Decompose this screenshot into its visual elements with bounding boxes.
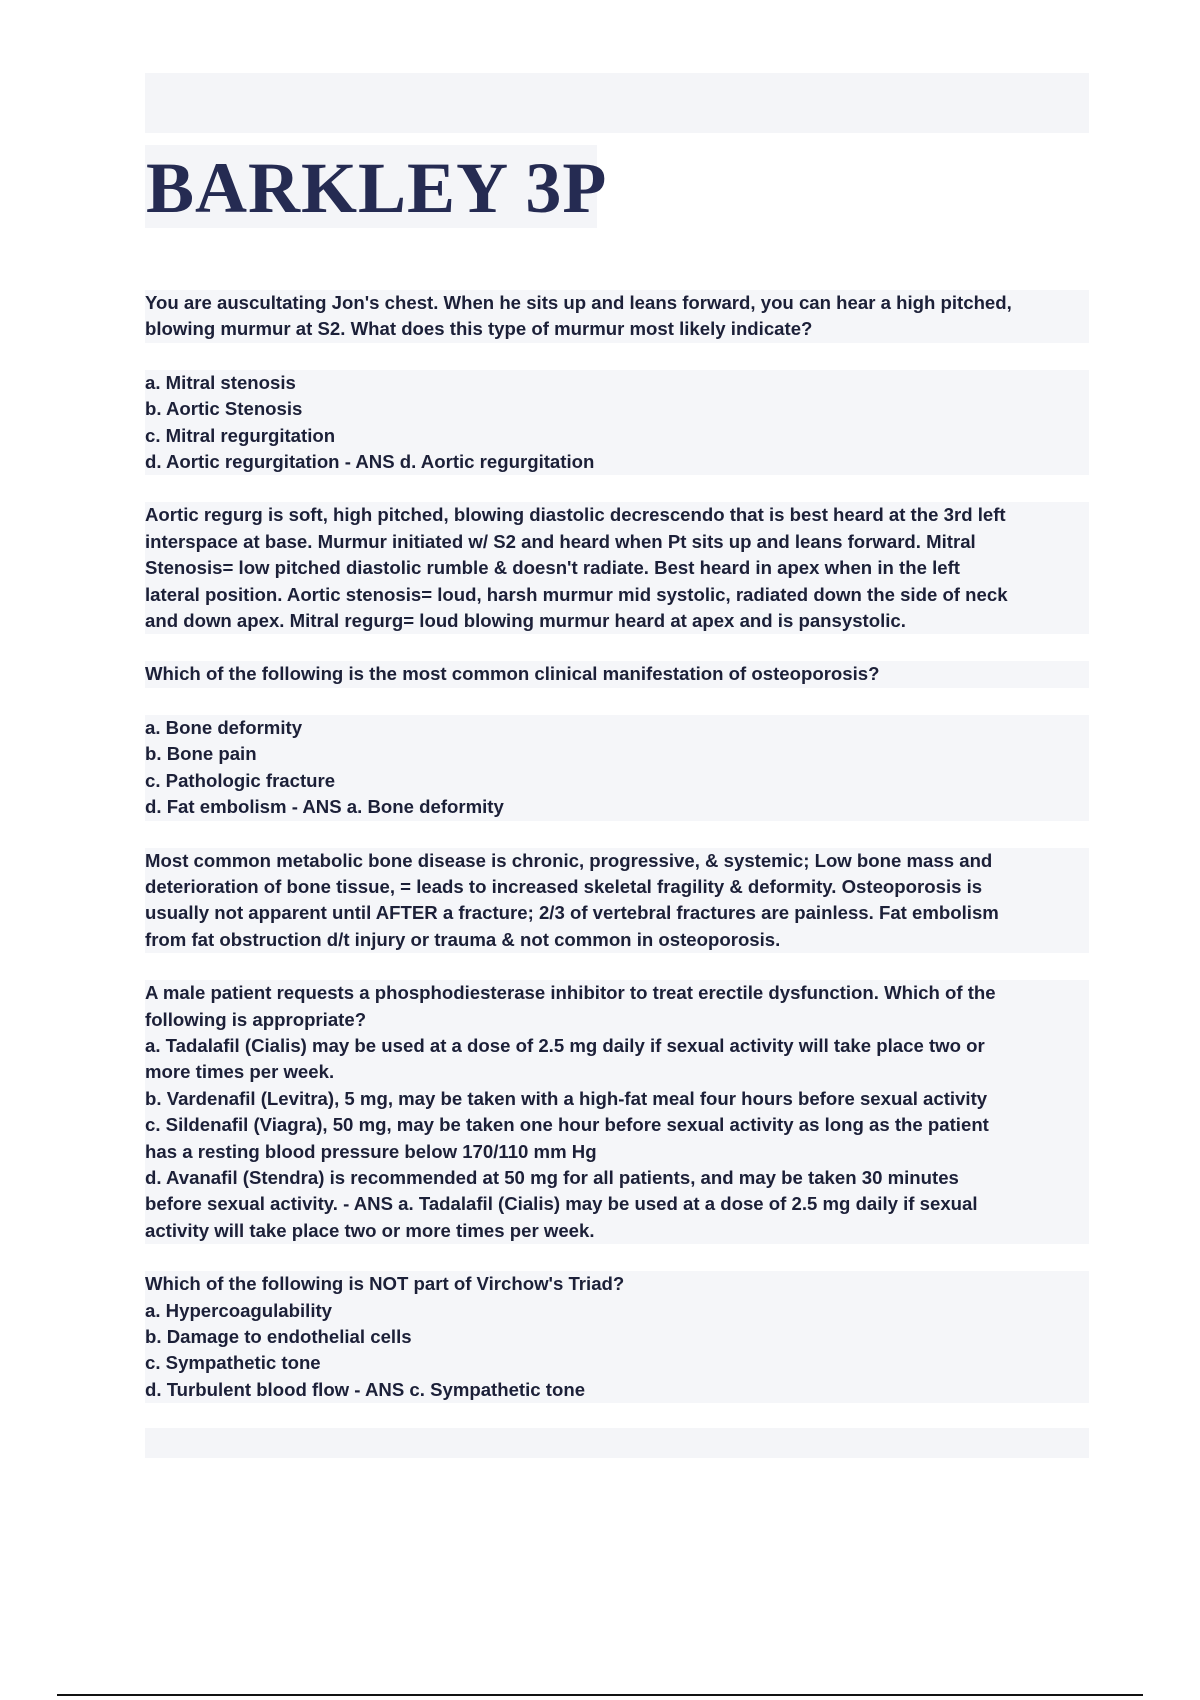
- answer-option: b. Damage to endothelial cells: [145, 1324, 1089, 1350]
- question-stem-line: Which of the following is NOT part of Virchow's Triad?: [145, 1271, 1089, 1297]
- paragraph-gap: [145, 1244, 1089, 1271]
- answer-option: activity will take place two or more times per week.: [145, 1218, 1089, 1244]
- answer-option: b. Vardenafil (Levitra), 5 mg, may be taken with a high-fat meal four hours before sexual activity: [145, 1086, 1089, 1112]
- explanation-line: Aortic regurg is soft, high pitched, blowing diastolic decrescendo that is best heard at the 3rd left: [145, 502, 1089, 528]
- question-stem-line: following is appropriate?: [145, 1007, 1089, 1033]
- answer-option: has a resting blood pressure below 170/110 mm Hg: [145, 1139, 1089, 1165]
- answer-option: b. Bone pain: [145, 741, 1089, 767]
- paragraph-gap: [145, 343, 1089, 370]
- answer-option: d. Avanafil (Stendra) is recommended at 50 mg for all patients, and may be taken 30 minutes: [145, 1165, 1089, 1191]
- explanation-line: deterioration of bone tissue, = leads to increased skeletal fragility & deformity. Osteoporosis is: [145, 874, 1089, 900]
- answer-option: d. Fat embolism - ANS a. Bone deformity: [145, 794, 1089, 820]
- explanation-line: Stenosis= low pitched diastolic rumble & doesn't radiate. Best heard in apex when in the left: [145, 555, 1089, 581]
- answer-option: c. Sildenafil (Viagra), 50 mg, may be taken one hour before sexual activity as long as the patient: [145, 1112, 1089, 1138]
- paragraph-gap: [145, 475, 1089, 502]
- answer-option: c. Mitral regurgitation: [145, 423, 1089, 449]
- document-body: [145, 290, 1089, 1403]
- explanation-line: lateral position. Aortic stenosis= loud, harsh murmur mid systolic, radiated down the side of neck: [145, 582, 1089, 608]
- answer-option: b. Aortic Stenosis: [145, 396, 1089, 422]
- explanation-line: usually not apparent until AFTER a fracture; 2/3 of vertebral fractures are painless. Fat embolism: [145, 900, 1089, 926]
- explanation-line: interspace at base. Murmur initiated w/ S2 and heard when Pt sits up and leans forward. Mitral: [145, 529, 1089, 555]
- answer-option: before sexual activity. - ANS a. Tadalafil (Cialis) may be used at a dose of 2.5 mg daily if sexual: [145, 1191, 1089, 1217]
- question-stem-line: blowing murmur at S2. What does this type of murmur most likely indicate?: [145, 316, 1089, 342]
- answer-option: d. Turbulent blood flow - ANS c. Sympathetic tone: [145, 1377, 1089, 1403]
- question-stem-line: A male patient requests a phosphodiesterase inhibitor to treat erectile dysfunction. Which of the: [145, 980, 1089, 1006]
- paragraph-gap: [145, 634, 1089, 661]
- explanation-line: and down apex. Mitral regurg= loud blowing murmur heard at apex and is pansystolic.: [145, 608, 1089, 634]
- answer-option: c. Sympathetic tone: [145, 1350, 1089, 1376]
- explanation-line: from fat obstruction d/t injury or trauma & not common in osteoporosis.: [145, 927, 1089, 953]
- answer-option: more times per week.: [145, 1059, 1089, 1085]
- footer-band: [145, 1428, 1089, 1458]
- question-stem-line: Which of the following is the most common clinical manifestation of osteoporosis?: [145, 661, 1089, 687]
- header-band: [145, 73, 1089, 133]
- paragraph-gap: [145, 688, 1089, 715]
- explanation-line: Most common metabolic bone disease is chronic, progressive, & systemic; Low bone mass and: [145, 848, 1089, 874]
- answer-option: a. Mitral stenosis: [145, 370, 1089, 396]
- document-title: BARKLEY 3P: [146, 148, 608, 228]
- page-bottom-rule: [57, 1694, 1143, 1696]
- answer-option: d. Aortic regurgitation - ANS d. Aortic regurgitation: [145, 449, 1089, 475]
- paragraph-gap: [145, 821, 1089, 848]
- answer-option: a. Tadalafil (Cialis) may be used at a dose of 2.5 mg daily if sexual activity will take place two or: [145, 1033, 1089, 1059]
- answer-option: c. Pathologic fracture: [145, 768, 1089, 794]
- answer-option: a. Hypercoagulability: [145, 1298, 1089, 1324]
- paragraph-gap: [145, 953, 1089, 980]
- answer-option: a. Bone deformity: [145, 715, 1089, 741]
- question-stem-line: You are auscultating Jon's chest. When he sits up and leans forward, you can hear a high pitched,: [145, 290, 1089, 316]
